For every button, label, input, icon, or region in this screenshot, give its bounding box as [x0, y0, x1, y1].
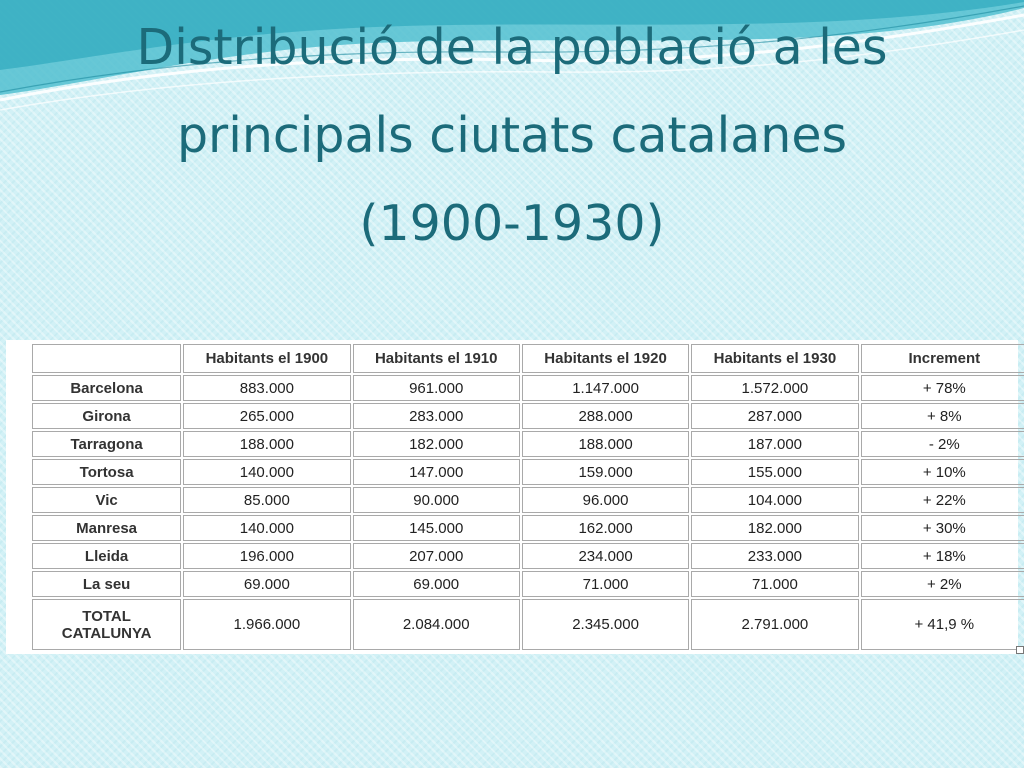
table-cell: 159.000: [522, 459, 689, 485]
table-cell: 234.000: [522, 543, 689, 569]
table-cell: 145.000: [353, 515, 520, 541]
table-cell: 288.000: [522, 403, 689, 429]
table-row: [32, 515, 1024, 541]
table-cell: 147.000: [353, 459, 520, 485]
table-row: [32, 375, 1024, 401]
city-cell: Vic: [32, 487, 181, 513]
total-cell: 2.791.000: [691, 599, 858, 650]
table-cell: 283.000: [353, 403, 520, 429]
city-cell: Tortosa: [32, 459, 181, 485]
total-cell: 2.084.000: [353, 599, 520, 650]
column-header: [32, 344, 181, 373]
page-title: [0, 4, 1024, 268]
table-cell: 182.000: [691, 515, 858, 541]
table-cell: 69.000: [183, 571, 350, 597]
table-cell: 155.000: [691, 459, 858, 485]
table-total-row: [32, 599, 1024, 650]
table-cell: + 22%: [861, 487, 1024, 513]
table-row: [32, 431, 1024, 457]
column-header: Increment: [861, 344, 1024, 373]
total-label-line: CATALUNYA: [61, 624, 152, 642]
table-cell: 90.000: [353, 487, 520, 513]
table-cell: 96.000: [522, 487, 689, 513]
table-cell: 207.000: [353, 543, 520, 569]
title-line: principals ciutats catalanes: [176, 107, 848, 164]
table-row: [32, 487, 1024, 513]
table-cell: 961.000: [353, 375, 520, 401]
table-cell: 1.572.000: [691, 375, 858, 401]
table-cell: 85.000: [183, 487, 350, 513]
title-line: Distribució de la població a les: [136, 19, 888, 76]
column-header: Habitants el 1920: [522, 344, 689, 373]
table-cell: 140.000: [183, 459, 350, 485]
table-cell: 71.000: [522, 571, 689, 597]
table-cell: 182.000: [353, 431, 520, 457]
table-cell: 104.000: [691, 487, 858, 513]
table-header-row: [32, 344, 1024, 373]
table-cell: 1.147.000: [522, 375, 689, 401]
column-header: Habitants el 1930: [691, 344, 858, 373]
table-cell: 196.000: [183, 543, 350, 569]
city-cell: Lleida: [32, 543, 181, 569]
city-cell: Barcelona: [32, 375, 181, 401]
table-cell: 287.000: [691, 403, 858, 429]
table-cell: 187.000: [691, 431, 858, 457]
table-cell: 188.000: [183, 431, 350, 457]
table-cell: + 10%: [861, 459, 1024, 485]
table-cell: 233.000: [691, 543, 858, 569]
city-cell: Girona: [32, 403, 181, 429]
population-table: [30, 342, 1024, 652]
table-cell: 140.000: [183, 515, 350, 541]
table-cell: - 2%: [861, 431, 1024, 457]
table-row: [32, 403, 1024, 429]
table-cell: 71.000: [691, 571, 858, 597]
city-cell: La seu: [32, 571, 181, 597]
total-label-line: TOTAL: [82, 607, 131, 625]
table-cell: 265.000: [183, 403, 350, 429]
table-cell: + 2%: [861, 571, 1024, 597]
resize-handle-icon: [1016, 646, 1024, 654]
table-row: [32, 571, 1024, 597]
table-cell: + 8%: [861, 403, 1024, 429]
title-line: (1900-1930): [359, 195, 665, 252]
table-cell: + 78%: [861, 375, 1024, 401]
table-cell: + 30%: [861, 515, 1024, 541]
city-cell: Manresa: [32, 515, 181, 541]
table-cell: 883.000: [183, 375, 350, 401]
table-row: [32, 459, 1024, 485]
table-cell: 162.000: [522, 515, 689, 541]
total-label-cell: [32, 599, 181, 650]
table-cell: 188.000: [522, 431, 689, 457]
table-row: [32, 543, 1024, 569]
column-header: Habitants el 1900: [183, 344, 350, 373]
total-cell: + 41,9 %: [861, 599, 1024, 650]
column-header: Habitants el 1910: [353, 344, 520, 373]
city-cell: Tarragona: [32, 431, 181, 457]
table-cell: 69.000: [353, 571, 520, 597]
table-cell: + 18%: [861, 543, 1024, 569]
population-table-container: [6, 340, 1018, 654]
total-cell: 1.966.000: [183, 599, 350, 650]
total-cell: 2.345.000: [522, 599, 689, 650]
